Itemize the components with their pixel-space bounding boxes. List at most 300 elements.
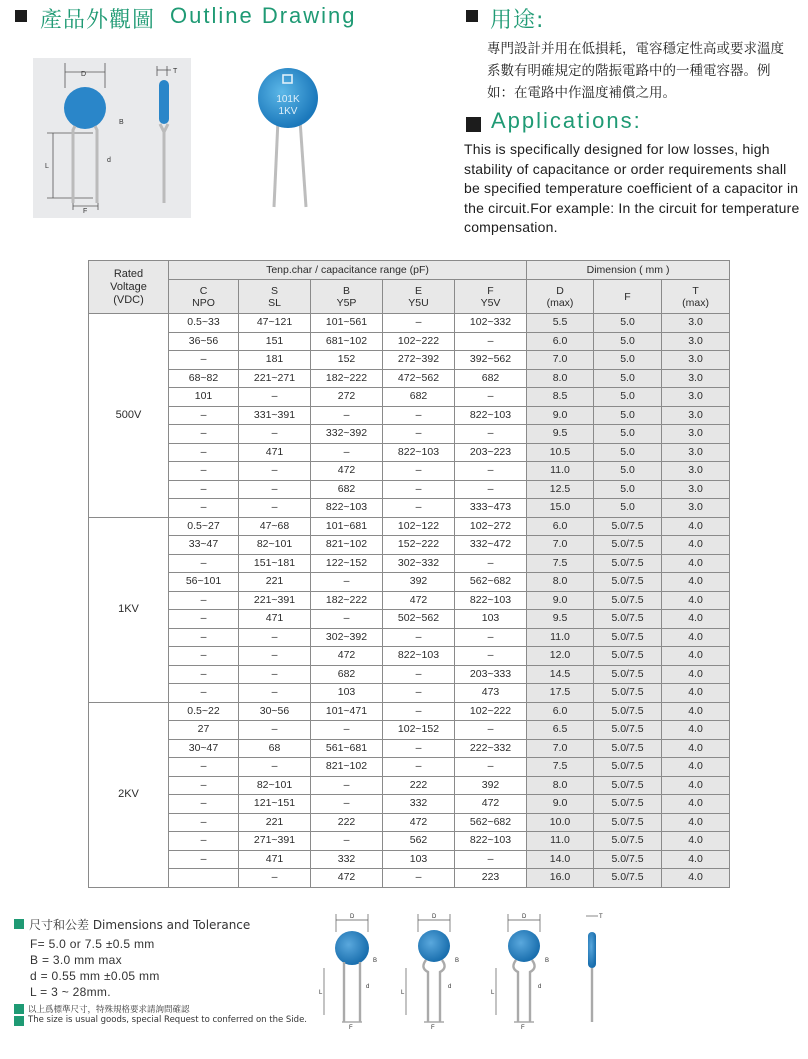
table-cell: – bbox=[239, 480, 311, 499]
table-cell: – bbox=[383, 406, 455, 425]
svg-text:d: d bbox=[538, 984, 542, 990]
table-cell: 3.0 bbox=[662, 351, 730, 370]
table-cell: 682 bbox=[455, 369, 527, 388]
outline-title-en: Outline Drawing bbox=[170, 3, 357, 28]
table-cell: – bbox=[169, 499, 239, 518]
table-cell: 222 bbox=[311, 813, 383, 832]
table-cell: – bbox=[455, 480, 527, 499]
tolerance-line: F= 5.0 or 7.5 ±0.5 mm bbox=[30, 937, 155, 951]
capacitor-marking-1: 101K bbox=[276, 94, 300, 105]
table-cell: – bbox=[169, 684, 239, 703]
table-cell: 5.0 bbox=[594, 499, 662, 518]
bullet-square-icon bbox=[466, 10, 478, 22]
table-cell: – bbox=[383, 684, 455, 703]
table-cell: 82~101 bbox=[239, 776, 311, 795]
table-cell: 102~122 bbox=[383, 517, 455, 536]
table-cell: 561~681 bbox=[311, 739, 383, 758]
svg-text:T: T bbox=[173, 68, 178, 75]
tolerance-title: 尺寸和公差 Dimensions and Tolerance bbox=[29, 918, 251, 932]
table-cell: 6.0 bbox=[527, 517, 594, 536]
table-cell: 5.0/7.5 bbox=[594, 647, 662, 666]
table-cell: 4.0 bbox=[662, 739, 730, 758]
table-cell: – bbox=[455, 388, 527, 407]
usage-text-cn: 專門設計并用在低損耗，電容穩定性高或要求溫度系數有明確規定的階振電路中的一種電容器。例如：在電路中作溫度補償之用。 bbox=[487, 41, 784, 101]
table-cell: 392~562 bbox=[455, 351, 527, 370]
table-row bbox=[89, 869, 730, 888]
table-cell: 821~102 bbox=[311, 758, 383, 777]
table-cell: 7.5 bbox=[527, 554, 594, 573]
table-cell: 14.0 bbox=[527, 850, 594, 869]
note-cn: 以上爲標準尺寸，特殊規格要求請詢問確認 bbox=[28, 1005, 190, 1015]
table-cell: 47~68 bbox=[239, 517, 311, 536]
table-cell: 10.5 bbox=[527, 443, 594, 462]
table-cell: 333~473 bbox=[455, 499, 527, 518]
table-cell: 102~152 bbox=[383, 721, 455, 740]
table-cell: – bbox=[239, 499, 311, 518]
table-cell: – bbox=[239, 388, 311, 407]
table-row bbox=[89, 684, 730, 703]
table-cell: 5.0 bbox=[594, 388, 662, 407]
table-cell: – bbox=[383, 425, 455, 444]
table-cell: 3.0 bbox=[662, 314, 730, 333]
table-cell: – bbox=[383, 499, 455, 518]
table-cell: – bbox=[239, 628, 311, 647]
table-cell: 5.0/7.5 bbox=[594, 721, 662, 740]
table-cell: – bbox=[383, 869, 455, 888]
table-cell: 11.0 bbox=[527, 462, 594, 481]
table-cell: 3.0 bbox=[662, 443, 730, 462]
table-row bbox=[89, 369, 730, 388]
table-cell: 122~152 bbox=[311, 554, 383, 573]
column-header: C NPO bbox=[169, 280, 239, 314]
column-header: T (max) bbox=[662, 280, 730, 314]
table-row bbox=[89, 758, 730, 777]
table-cell: 3.0 bbox=[662, 480, 730, 499]
column-header: E Y5U bbox=[383, 280, 455, 314]
table-cell: 8.0 bbox=[527, 776, 594, 795]
table-cell: 4.0 bbox=[662, 684, 730, 703]
table-cell: 4.0 bbox=[662, 758, 730, 777]
table-cell: 4.0 bbox=[662, 573, 730, 592]
label-d-outline: D bbox=[81, 71, 87, 78]
table-cell: 6.0 bbox=[527, 702, 594, 721]
table-cell: 3.0 bbox=[662, 369, 730, 388]
table-cell: – bbox=[383, 758, 455, 777]
table-cell: 152~222 bbox=[383, 536, 455, 555]
tolerance-line: B = 3.0 mm max bbox=[30, 953, 122, 967]
table-cell: – bbox=[169, 425, 239, 444]
table-cell: 103 bbox=[311, 684, 383, 703]
table-cell: 12.0 bbox=[527, 647, 594, 666]
table-row bbox=[89, 776, 730, 795]
table-cell: 562~682 bbox=[455, 573, 527, 592]
table-cell: 4.0 bbox=[662, 795, 730, 814]
svg-text:D: D bbox=[432, 914, 437, 920]
table-row bbox=[89, 573, 730, 592]
table-cell: 9.5 bbox=[527, 610, 594, 629]
table-cell: 822~103 bbox=[455, 591, 527, 610]
table-cell: 221 bbox=[239, 573, 311, 592]
table-cell: 102~222 bbox=[455, 702, 527, 721]
table-cell: 5.0/7.5 bbox=[594, 776, 662, 795]
table-cell: 302~332 bbox=[383, 554, 455, 573]
table-cell: 102~222 bbox=[383, 332, 455, 351]
svg-text:d: d bbox=[366, 984, 370, 990]
table-cell: 8.5 bbox=[527, 388, 594, 407]
table-cell: – bbox=[169, 776, 239, 795]
table-cell: 6.5 bbox=[527, 721, 594, 740]
table-cell: 302~392 bbox=[311, 628, 383, 647]
table-cell: 101~681 bbox=[311, 517, 383, 536]
table-cell: 5.0/7.5 bbox=[594, 573, 662, 592]
table-cell: – bbox=[239, 425, 311, 444]
table-cell: 152 bbox=[311, 351, 383, 370]
table-cell: 822~103 bbox=[383, 647, 455, 666]
table-cell: 5.0/7.5 bbox=[594, 869, 662, 888]
table-cell: – bbox=[169, 462, 239, 481]
table-cell: 5.0 bbox=[594, 406, 662, 425]
table-cell: 681~102 bbox=[311, 332, 383, 351]
table-row bbox=[89, 702, 730, 721]
usage-title-cn: 用途: bbox=[490, 8, 545, 33]
capacitor-marking-2: 1KV bbox=[278, 106, 298, 117]
table-cell: 5.0/7.5 bbox=[594, 739, 662, 758]
table-cell: 16.0 bbox=[527, 869, 594, 888]
table-cell: 3.0 bbox=[662, 406, 730, 425]
table-cell: 9.5 bbox=[527, 425, 594, 444]
table-cell: 822~103 bbox=[455, 832, 527, 851]
table-cell: – bbox=[169, 443, 239, 462]
table-cell: – bbox=[169, 813, 239, 832]
table-cell: 30~47 bbox=[169, 739, 239, 758]
table-cell: 222~332 bbox=[455, 739, 527, 758]
table-cell: 682 bbox=[383, 388, 455, 407]
table-cell: – bbox=[239, 665, 311, 684]
table-cell: 472 bbox=[311, 647, 383, 666]
table-cell: – bbox=[455, 425, 527, 444]
table-cell: – bbox=[311, 795, 383, 814]
svg-text:B: B bbox=[373, 958, 378, 964]
table-cell: – bbox=[383, 628, 455, 647]
table-cell: 5.0 bbox=[594, 369, 662, 388]
table-cell: 5.0/7.5 bbox=[594, 850, 662, 869]
table-cell: 4.0 bbox=[662, 647, 730, 666]
table-cell: 101 bbox=[169, 388, 239, 407]
bullet-square-icon bbox=[15, 10, 27, 22]
table-cell: – bbox=[455, 628, 527, 647]
table-cell: 182~222 bbox=[311, 369, 383, 388]
table-cell: – bbox=[383, 702, 455, 721]
table-cell: 15.0 bbox=[527, 499, 594, 518]
table-cell: 502~562 bbox=[383, 610, 455, 629]
table-cell: – bbox=[455, 332, 527, 351]
table-cell: 9.0 bbox=[527, 591, 594, 610]
table-cell: – bbox=[311, 721, 383, 740]
table-cell: 0.5~27 bbox=[169, 517, 239, 536]
dimension-header: Dimension ( mm ) bbox=[527, 261, 730, 280]
column-header: S SL bbox=[239, 280, 311, 314]
table-cell: 12.5 bbox=[527, 480, 594, 499]
table-cell: 6.0 bbox=[527, 332, 594, 351]
table-cell: – bbox=[169, 665, 239, 684]
table-row bbox=[89, 739, 730, 758]
table-cell: 7.0 bbox=[527, 739, 594, 758]
table-cell: 182~222 bbox=[311, 591, 383, 610]
table-cell: 4.0 bbox=[662, 850, 730, 869]
char-header: Tenp.char / capacitance range (pF) bbox=[169, 261, 527, 280]
table-cell: 11.0 bbox=[527, 628, 594, 647]
svg-text:F: F bbox=[521, 1025, 525, 1030]
table-cell: 5.0/7.5 bbox=[594, 684, 662, 703]
table-cell: 5.0/7.5 bbox=[594, 758, 662, 777]
voltage-cell: 500V bbox=[89, 314, 169, 518]
table-cell: 5.0/7.5 bbox=[594, 554, 662, 573]
table-cell: 4.0 bbox=[662, 702, 730, 721]
table-row bbox=[89, 832, 730, 851]
table-cell: 471 bbox=[239, 850, 311, 869]
table-row bbox=[89, 351, 730, 370]
table-cell: 473 bbox=[455, 684, 527, 703]
table-cell: 101~561 bbox=[311, 314, 383, 333]
table-row bbox=[89, 517, 730, 536]
table-row bbox=[89, 536, 730, 555]
table-row bbox=[89, 332, 730, 351]
table-cell: 102~272 bbox=[455, 517, 527, 536]
table-cell: 272~392 bbox=[383, 351, 455, 370]
svg-text:T: T bbox=[599, 914, 603, 920]
table-cell: 102~332 bbox=[455, 314, 527, 333]
table-cell: 5.0/7.5 bbox=[594, 702, 662, 721]
tolerance-line: L = 3 ~ 28mm. bbox=[30, 985, 111, 999]
table-cell: 271~391 bbox=[239, 832, 311, 851]
rated-voltage-header: Rated Voltage (VDC) bbox=[89, 261, 169, 314]
table-cell: 4.0 bbox=[662, 591, 730, 610]
table-cell: 68 bbox=[239, 739, 311, 758]
table-cell: 4.0 bbox=[662, 610, 730, 629]
svg-text:F: F bbox=[83, 208, 88, 215]
table-cell: – bbox=[169, 832, 239, 851]
spec-table bbox=[88, 260, 730, 888]
table-cell: 7.0 bbox=[527, 351, 594, 370]
table-cell: 5.5 bbox=[527, 314, 594, 333]
table-row bbox=[89, 462, 730, 481]
table-row bbox=[89, 554, 730, 573]
table-cell: – bbox=[455, 554, 527, 573]
table-cell: 5.0/7.5 bbox=[594, 795, 662, 814]
table-cell: – bbox=[239, 758, 311, 777]
applications-text: This is specifically designed for low losses, high stability of capacitance or order requirements shall be specified temperature coefficient of a capacitor in the circuit.For example: In the circuit for temperature compensation. bbox=[464, 141, 800, 235]
table-row bbox=[89, 388, 730, 407]
table-cell: – bbox=[169, 758, 239, 777]
table-cell: – bbox=[169, 628, 239, 647]
table-cell: – bbox=[311, 776, 383, 795]
table-cell: 47~121 bbox=[239, 314, 311, 333]
table-cell: 11.0 bbox=[527, 832, 594, 851]
table-cell: 331~391 bbox=[239, 406, 311, 425]
table-cell: 472~562 bbox=[383, 369, 455, 388]
svg-text:L: L bbox=[401, 990, 405, 996]
svg-text:B: B bbox=[119, 119, 124, 126]
table-cell: 221 bbox=[239, 813, 311, 832]
table-cell: 56~101 bbox=[169, 573, 239, 592]
table-cell: 472 bbox=[383, 813, 455, 832]
table-row bbox=[89, 480, 730, 499]
table-cell: 82~101 bbox=[239, 536, 311, 555]
table-cell: 562~682 bbox=[455, 813, 527, 832]
table-cell: 5.0 bbox=[594, 332, 662, 351]
table-cell: 0.5~22 bbox=[169, 702, 239, 721]
table-cell: 103 bbox=[383, 850, 455, 869]
lead-form-drawings bbox=[316, 910, 616, 1030]
table-cell: 5.0/7.5 bbox=[594, 832, 662, 851]
table-cell: 36~56 bbox=[169, 332, 239, 351]
table-cell: 221~271 bbox=[239, 369, 311, 388]
table-cell: 222 bbox=[383, 776, 455, 795]
table-cell: 151~181 bbox=[239, 554, 311, 573]
table-cell: – bbox=[311, 573, 383, 592]
table-cell: 8.0 bbox=[527, 369, 594, 388]
tolerance-line: d = 0.55 mm ±0.05 mm bbox=[30, 969, 160, 983]
table-cell: – bbox=[383, 739, 455, 758]
table-row bbox=[89, 314, 730, 333]
table-cell: 5.0 bbox=[594, 425, 662, 444]
table-cell: 4.0 bbox=[662, 517, 730, 536]
bullet-square-icon bbox=[466, 117, 481, 132]
table-cell: 472 bbox=[455, 795, 527, 814]
table-cell: 0.5~33 bbox=[169, 314, 239, 333]
table-cell: 5.0/7.5 bbox=[594, 536, 662, 555]
table-cell: 5.0 bbox=[594, 351, 662, 370]
voltage-cell: 2KV bbox=[89, 702, 169, 887]
table-cell: – bbox=[455, 850, 527, 869]
table-cell: – bbox=[383, 314, 455, 333]
column-header: F Y5V bbox=[455, 280, 527, 314]
table-cell: 221~391 bbox=[239, 591, 311, 610]
table-cell: 472 bbox=[311, 869, 383, 888]
table-cell: 4.0 bbox=[662, 776, 730, 795]
table-cell: 223 bbox=[455, 869, 527, 888]
svg-text:B: B bbox=[455, 958, 460, 964]
table-cell: 272 bbox=[311, 388, 383, 407]
table-cell: – bbox=[455, 462, 527, 481]
table-cell: 4.0 bbox=[662, 665, 730, 684]
table-cell: 5.0 bbox=[594, 443, 662, 462]
table-cell: 203~223 bbox=[455, 443, 527, 462]
table-cell: 181 bbox=[239, 351, 311, 370]
table-cell: 4.0 bbox=[662, 813, 730, 832]
table-cell: 392 bbox=[455, 776, 527, 795]
table-cell: 471 bbox=[239, 610, 311, 629]
capacitor-photo bbox=[250, 62, 330, 212]
table-cell: 103 bbox=[455, 610, 527, 629]
table-row bbox=[89, 443, 730, 462]
table-cell: 3.0 bbox=[662, 388, 730, 407]
table-cell: 3.0 bbox=[662, 499, 730, 518]
svg-text:d: d bbox=[448, 984, 452, 990]
table-cell: – bbox=[311, 832, 383, 851]
table-cell: 33~47 bbox=[169, 536, 239, 555]
table-cell: 7.0 bbox=[527, 536, 594, 555]
table-cell: 203~333 bbox=[455, 665, 527, 684]
table-cell: – bbox=[239, 462, 311, 481]
table-row bbox=[89, 665, 730, 684]
table-cell: 4.0 bbox=[662, 536, 730, 555]
voltage-cell: 1KV bbox=[89, 517, 169, 702]
table-cell: – bbox=[239, 647, 311, 666]
table-row bbox=[89, 610, 730, 629]
svg-text:L: L bbox=[45, 163, 49, 170]
table-cell: – bbox=[311, 443, 383, 462]
table-cell: 5.0/7.5 bbox=[594, 665, 662, 684]
table-cell: 4.0 bbox=[662, 721, 730, 740]
table-cell: 822~103 bbox=[455, 406, 527, 425]
table-row bbox=[89, 628, 730, 647]
table-cell: – bbox=[455, 721, 527, 740]
table-cell: 821~102 bbox=[311, 536, 383, 555]
table-cell: 5.0 bbox=[594, 462, 662, 481]
table-cell: 5.0 bbox=[594, 480, 662, 499]
table-cell: 4.0 bbox=[662, 554, 730, 573]
table-cell: 682 bbox=[311, 665, 383, 684]
note-en: The size is usual goods, special Request to conferred on the Side. bbox=[28, 1015, 307, 1025]
table-cell: – bbox=[169, 406, 239, 425]
table-cell: – bbox=[383, 665, 455, 684]
table-cell: 332~392 bbox=[311, 425, 383, 444]
table-cell: 332 bbox=[383, 795, 455, 814]
table-cell: 27 bbox=[169, 721, 239, 740]
table-cell: 30~56 bbox=[239, 702, 311, 721]
column-header: D (max) bbox=[527, 280, 594, 314]
svg-text:L: L bbox=[319, 990, 323, 996]
table-cell: 5.0/7.5 bbox=[594, 591, 662, 610]
svg-text:B: B bbox=[545, 958, 550, 964]
table-row bbox=[89, 499, 730, 518]
table-cell: 3.0 bbox=[662, 425, 730, 444]
bullet-square-icon bbox=[14, 1004, 24, 1014]
table-cell: 332~472 bbox=[455, 536, 527, 555]
table-cell: – bbox=[455, 647, 527, 666]
table-cell: – bbox=[169, 554, 239, 573]
table-cell: 392 bbox=[383, 573, 455, 592]
table-cell: 5.0/7.5 bbox=[594, 813, 662, 832]
svg-text:F: F bbox=[431, 1025, 435, 1030]
table-row bbox=[89, 406, 730, 425]
table-row bbox=[89, 425, 730, 444]
table-cell: 5.0/7.5 bbox=[594, 517, 662, 536]
column-header: B Y5P bbox=[311, 280, 383, 314]
table-cell: 3.0 bbox=[662, 462, 730, 481]
table-cell: 4.0 bbox=[662, 628, 730, 647]
table-cell: – bbox=[169, 591, 239, 610]
svg-text:F: F bbox=[349, 1025, 353, 1030]
svg-text:D: D bbox=[522, 914, 527, 920]
table-cell: – bbox=[169, 610, 239, 629]
table-cell: – bbox=[239, 869, 311, 888]
column-header: F bbox=[594, 280, 662, 314]
table-cell: 472 bbox=[383, 591, 455, 610]
table-cell: 332 bbox=[311, 850, 383, 869]
table-cell: 5.0/7.5 bbox=[594, 628, 662, 647]
table-row bbox=[89, 813, 730, 832]
table-cell: 4.0 bbox=[662, 832, 730, 851]
table-cell: – bbox=[455, 758, 527, 777]
table-cell: – bbox=[311, 406, 383, 425]
applications-title: Applications: bbox=[491, 108, 642, 133]
table-cell: – bbox=[169, 850, 239, 869]
table-row bbox=[89, 721, 730, 740]
table-cell: – bbox=[169, 795, 239, 814]
table-cell: 471 bbox=[239, 443, 311, 462]
